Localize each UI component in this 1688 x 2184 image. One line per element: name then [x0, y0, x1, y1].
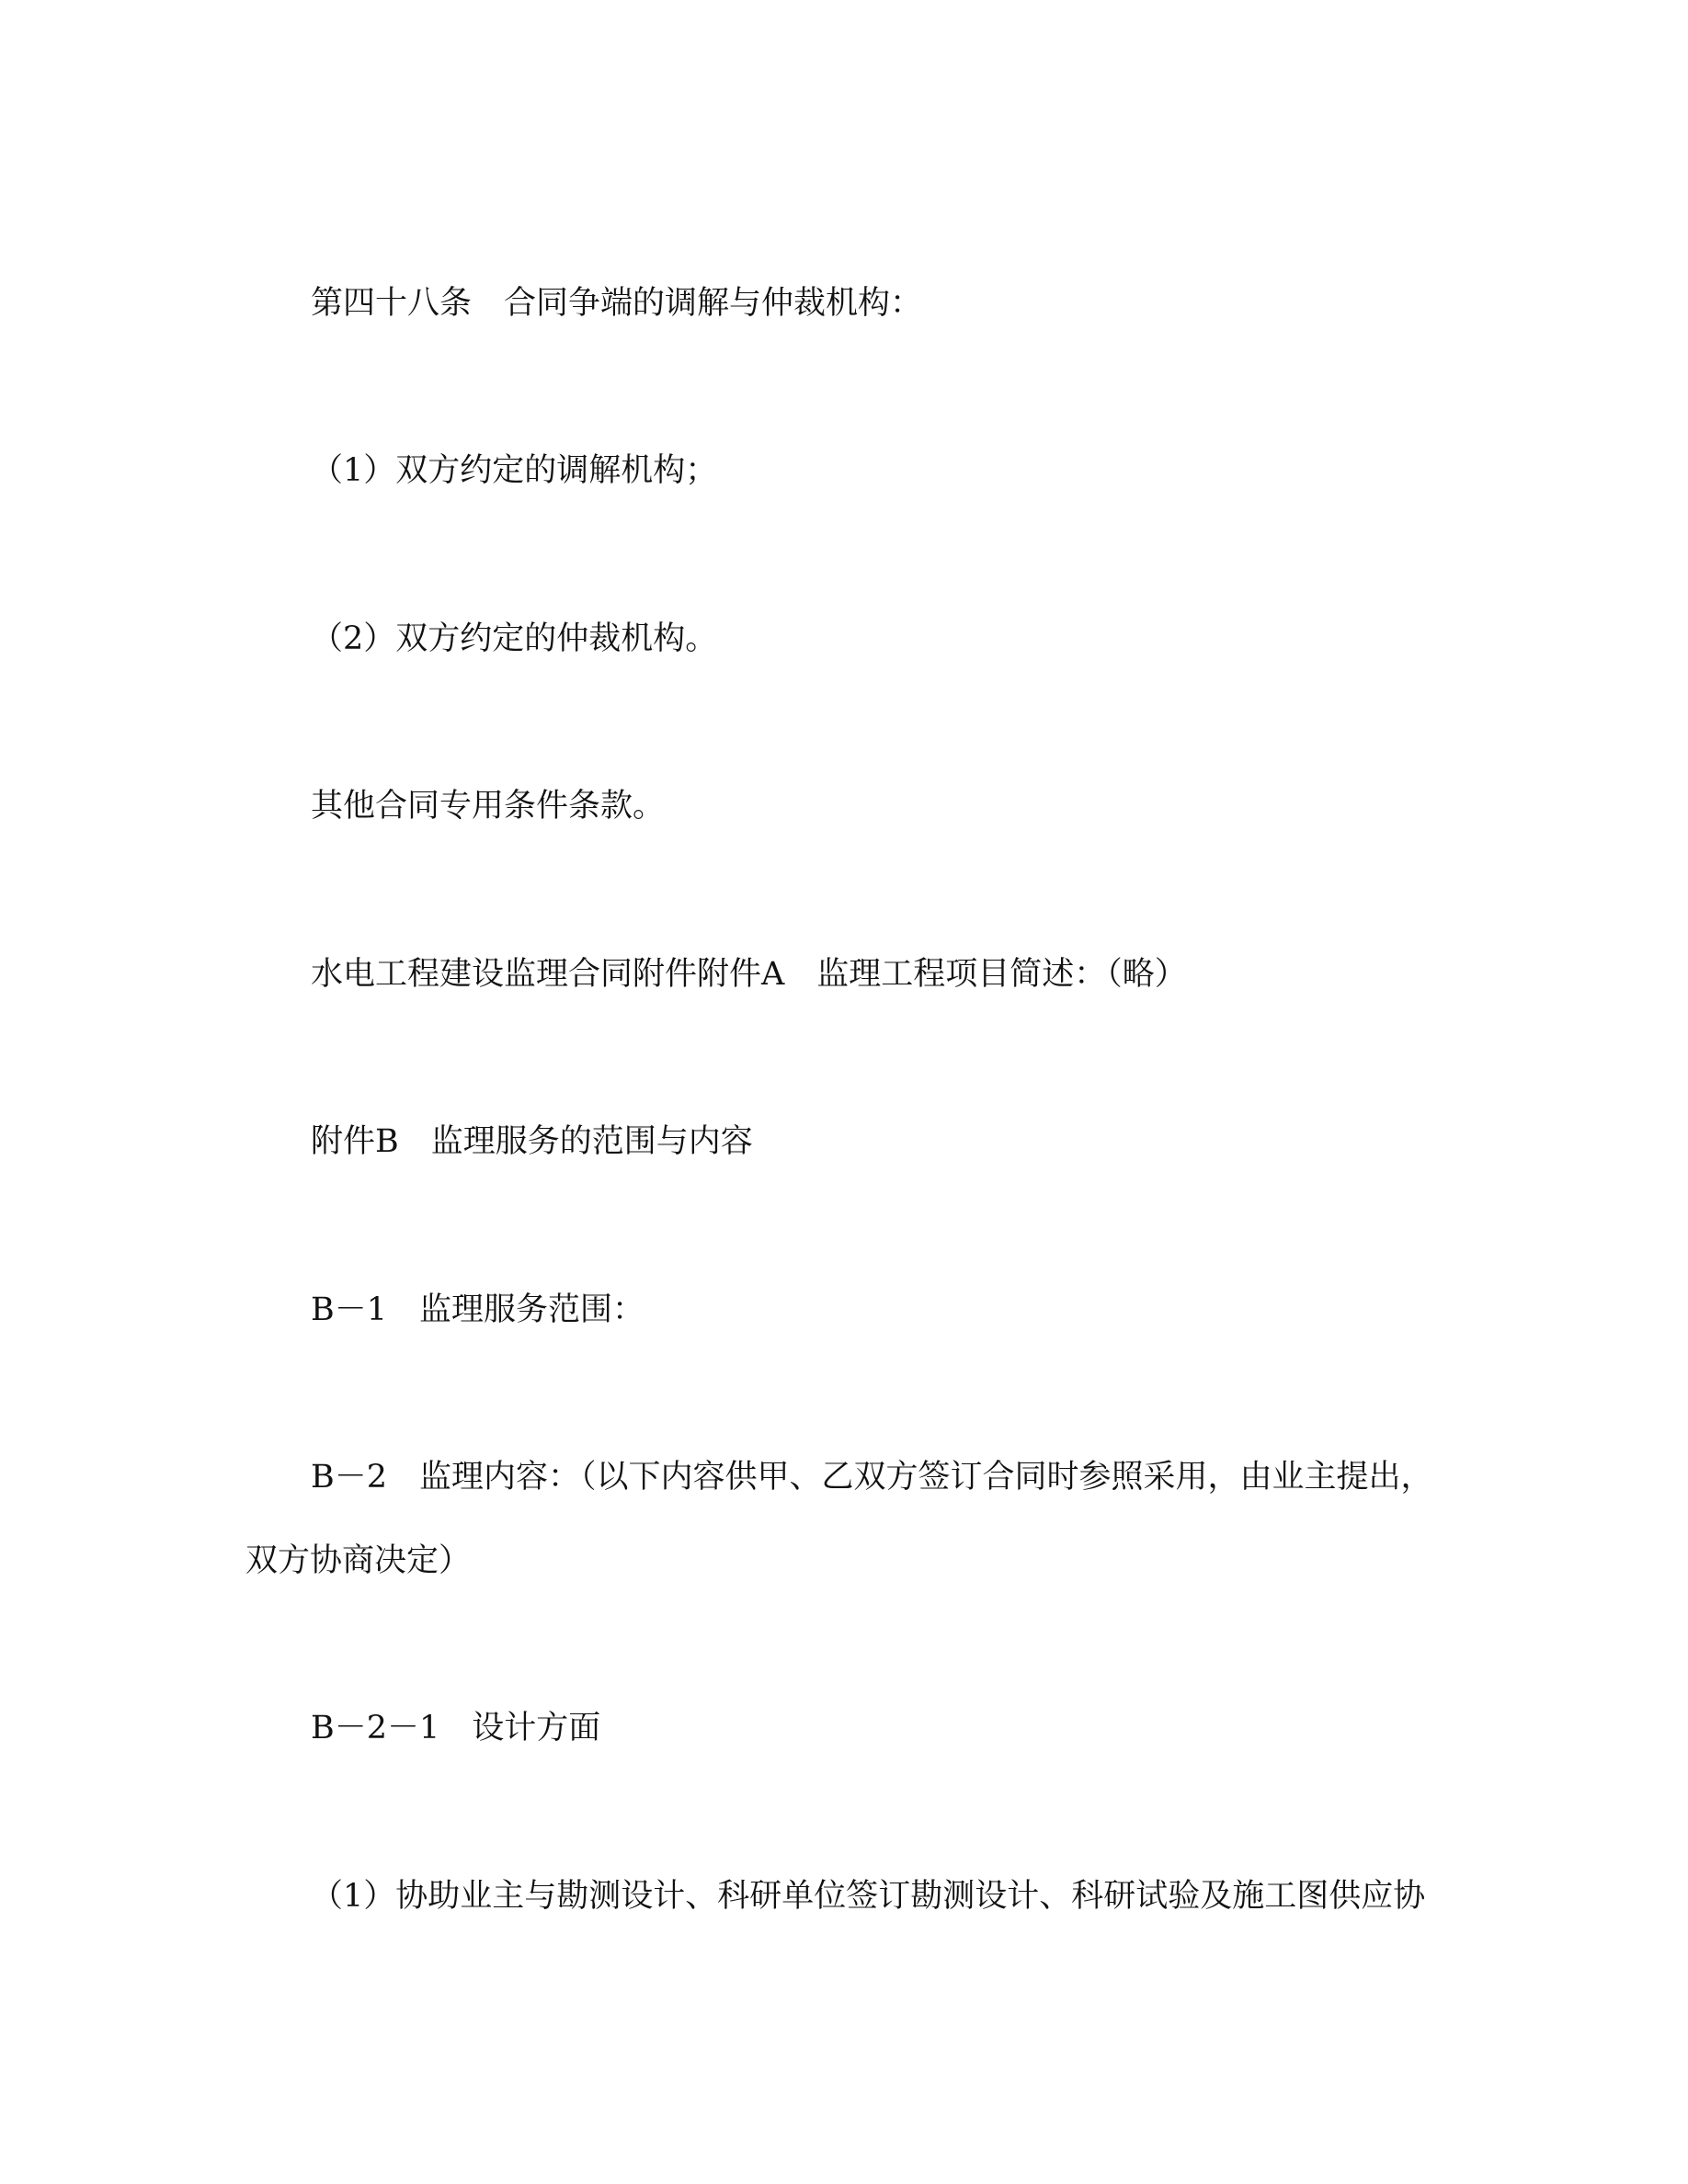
appendix-a-line: 水电工程建设监理合同附件附件A 监理工程项目简述：（略）: [311, 956, 1187, 993]
mediation-item: （1）双方约定的调解机构；: [311, 452, 718, 489]
b2-content: B－2 监理内容：（以下内容供甲、乙双方签订合同时参照采用，由业主提出，: [311, 1459, 1433, 1496]
arbitration-item: （2）双方约定的仲裁机构。: [311, 620, 718, 657]
design-item-1: （1）协助业主与勘测设计、科研单位签订勘测设计、科研试验及施工图供应协: [311, 1878, 1426, 1915]
appendix-b-heading: 附件B 监理服务的范围与内容: [311, 1123, 753, 1160]
b21-design-heading: B－2－1 设计方面: [311, 1710, 601, 1746]
b1-scope: B－1 监理服务范围：: [311, 1291, 644, 1328]
b2-content-continued: 双方协商决定）: [245, 1542, 472, 1579]
other-clauses: 其他合同专用条件条款。: [311, 788, 666, 825]
article-48-heading: 第四十八条 合同争端的调解与仲裁机构：: [311, 285, 923, 322]
